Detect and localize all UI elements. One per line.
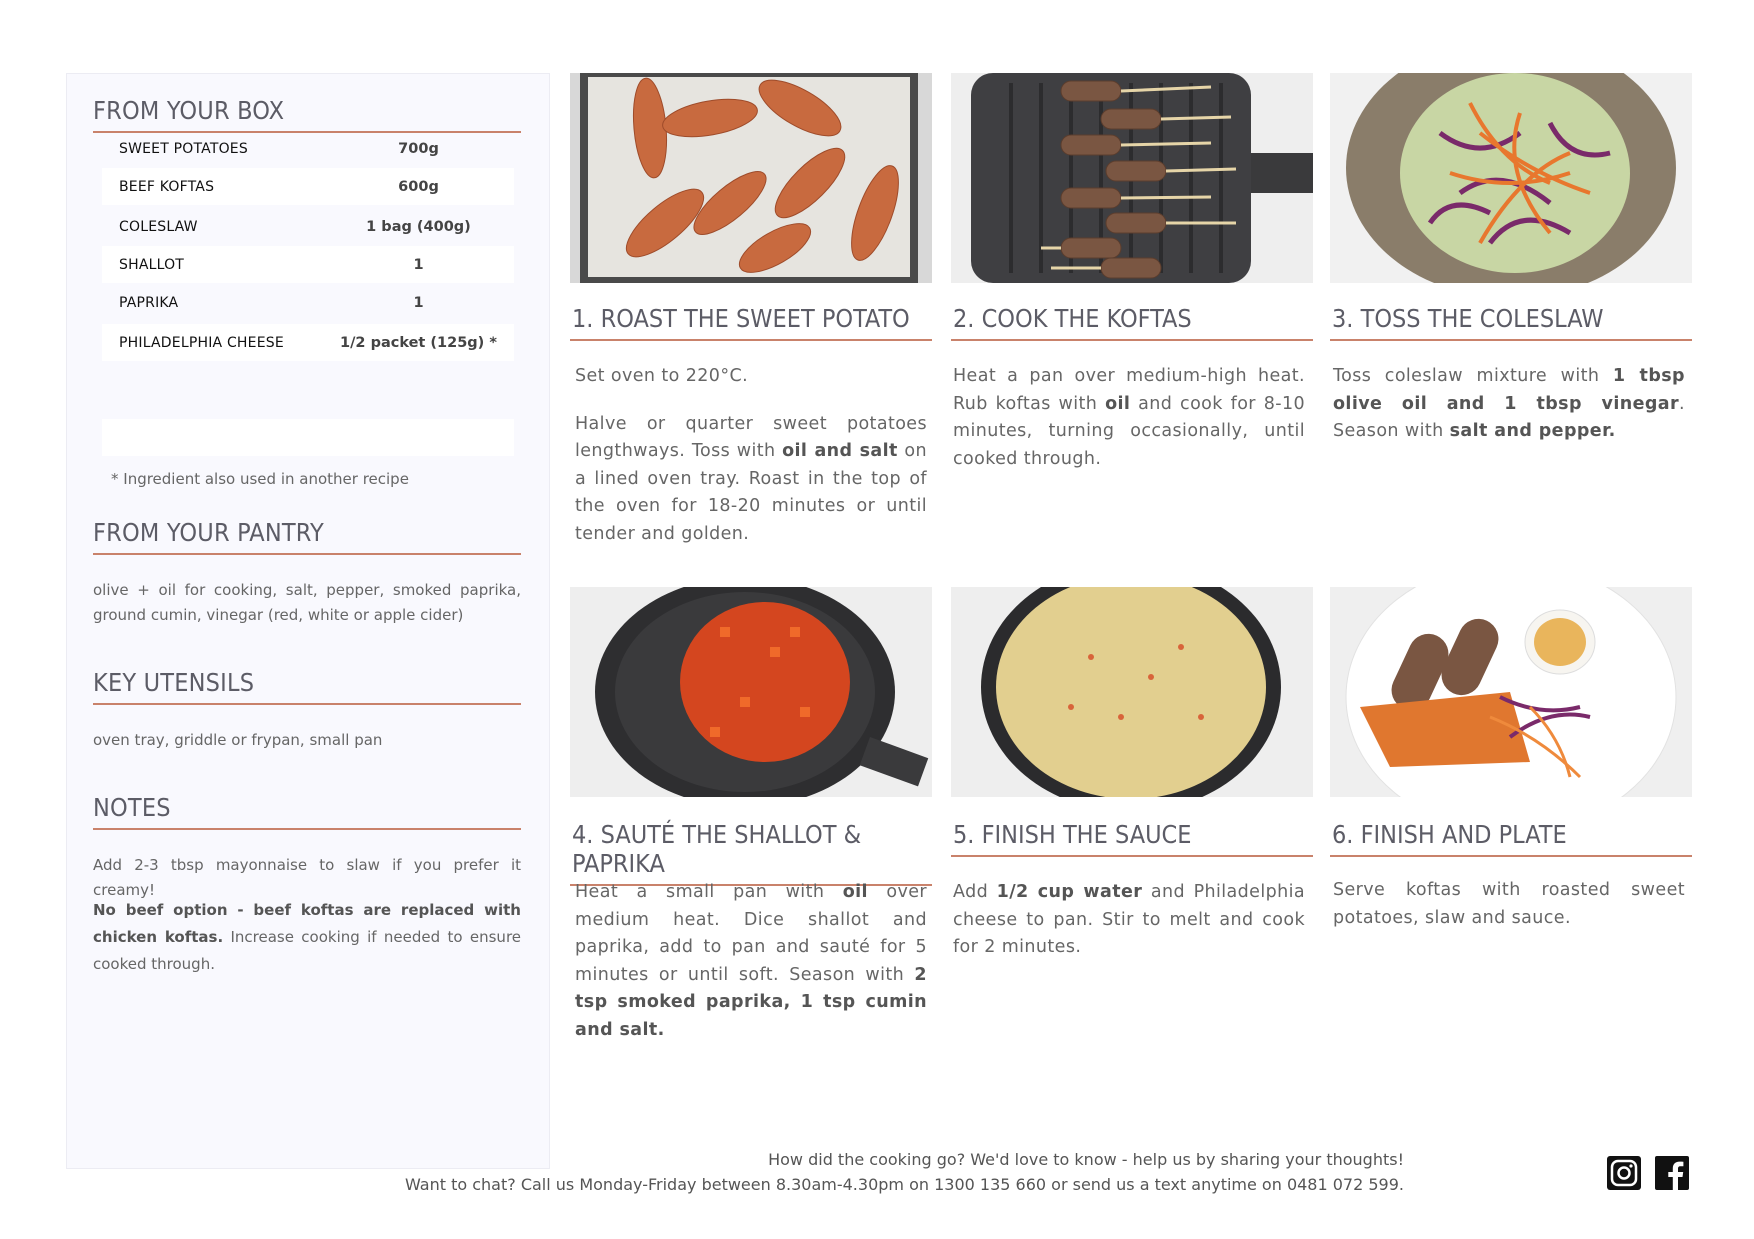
ingredient-quantity: 1 [413, 294, 424, 311]
ingredient-row [102, 168, 514, 205]
step-2-title: 2. COOK THE KOFTAS [951, 304, 1313, 341]
text-run: over medium heat. Dice shallot and paprika, add to pan and sauté for 5 minutes or until soft. Season with [575, 882, 927, 985]
step-2-text [953, 363, 1305, 473]
step-4-title: 4. SAUTÉ THE SHALLOT & PAPRIKA [570, 820, 932, 886]
step-1-para-2 [575, 411, 927, 549]
footer-feedback-text: How did the cooking go? We'd love to know - help us by sharing your thoughts! [768, 1150, 1404, 1169]
facebook-icon[interactable] [1654, 1155, 1690, 1191]
ingredient-name: PHILADELPHIA CHEESE [119, 334, 284, 351]
step-1-text [575, 363, 927, 548]
ingredient-quantity: 1 bag (400g) [366, 218, 471, 235]
bold-text: oil [1105, 393, 1131, 414]
step-4-photo [570, 587, 932, 797]
ingredient-name: BEEF KOFTAS [119, 178, 215, 195]
step-3-photo [1330, 73, 1692, 283]
text-run: Add [953, 882, 997, 902]
text-run: Heat a small pan with [575, 882, 843, 902]
text-run: . Season with [1333, 393, 1685, 441]
ingredient-row [102, 208, 514, 245]
notes-no-beef-rest: Increase cooking if needed to ensure cooked through. [93, 928, 522, 973]
bold-text: oil [842, 882, 868, 902]
text-run: Toss coleslaw mixture with [1333, 366, 1613, 386]
step-1-para-1: Set oven to 220°C. [575, 366, 749, 386]
bold-text: salt and pepper. [1449, 421, 1616, 441]
step-5-text [953, 879, 1305, 962]
ingredient-quantity: 1/2 packet (125g) * [340, 334, 497, 351]
from-your-box-heading: FROM YOUR BOX [93, 96, 521, 133]
notes-heading: NOTES [93, 793, 521, 830]
text-run: Heat a pan over medium-high heat. Rub koftas with [953, 366, 1305, 414]
text-run: on a lined oven tray. Roast in the top of the oven for 18-20 minutes or until tender and golden. [575, 441, 928, 544]
text-run: and cook for 8-10 minutes, turning occasionally, until cooked through. [953, 393, 1306, 469]
instagram-icon[interactable] [1606, 1155, 1642, 1191]
ingredient-footnote: * Ingredient also used in another recipe [111, 470, 409, 488]
bold-text: 2 tsp smoked paprika, 1 tsp cumin and salt. [575, 964, 927, 1040]
ingredient-name: SWEET POTATOES [119, 140, 248, 157]
step-3-title: 3. TOSS THE COLESLAW [1330, 304, 1692, 341]
footer-contact-text: Want to chat? Call us Monday-Friday between 8.30am-4.30pm on 1300 135 660 or send us a text anytime on 0481 072 599. [404, 1175, 1404, 1194]
text-run: Halve or quarter sweet potatoes lengthways. Toss with [575, 413, 927, 461]
utensils-text: oven tray, griddle or frypan, small pan [93, 731, 383, 749]
step-5-title: 5. FINISH THE SAUCE [951, 820, 1313, 857]
step-6-text [1333, 877, 1685, 932]
key-utensils-heading: KEY UTENSILS [93, 668, 521, 705]
ingredient-name: COLESLAW [119, 218, 198, 235]
notes-no-beef [93, 897, 521, 978]
ingredient-quantity: 1 [413, 256, 424, 273]
step-1-title: 1. ROAST THE SWEET POTATO [570, 304, 932, 341]
notes-line-1: Add 2-3 tbsp mayonnaise to slaw if you prefer it creamy! [93, 856, 521, 899]
ingredient-row [102, 246, 514, 283]
step-6-title: 6. FINISH AND PLATE [1330, 820, 1692, 857]
text-run: Serve koftas with roasted sweet potatoes, slaw and sauce. [1333, 880, 1685, 928]
ingredient-quantity: 700g [398, 140, 439, 157]
step-1-photo [570, 73, 932, 283]
step-5-photo [951, 587, 1313, 797]
ingredient-row [102, 284, 514, 321]
step-4-text [575, 879, 927, 1044]
bold-text: oil and salt [782, 441, 898, 461]
ingredients-panel [66, 73, 550, 1169]
from-your-pantry-heading: FROM YOUR PANTRY [93, 518, 521, 555]
ingredient-row [102, 130, 514, 167]
ingredient-name: SHALLOT [119, 256, 185, 273]
pantry-text: olive + oil for cooking, salt, pepper, smoked paprika, ground cumin, vinegar (red, white or apple cider) [93, 581, 521, 624]
bold-text: 1 tbsp olive oil and 1 tbsp vinegar [1333, 366, 1685, 414]
empty-ingredient-row [102, 419, 514, 456]
step-3-text [1333, 363, 1685, 446]
ingredient-name: PAPRIKA [119, 294, 179, 311]
ingredient-quantity: 600g [398, 178, 439, 195]
step-6-photo [1330, 587, 1692, 797]
text-run: and Philadelphia cheese to pan. Stir to melt and cook for 2 minutes. [953, 882, 1305, 957]
bold-text: 1/2 cup water [996, 882, 1143, 902]
notes-no-beef-bold: No beef option - beef koftas are replaced with chicken koftas. [93, 901, 521, 946]
step-2-photo [951, 73, 1313, 283]
ingredient-row [102, 324, 514, 361]
